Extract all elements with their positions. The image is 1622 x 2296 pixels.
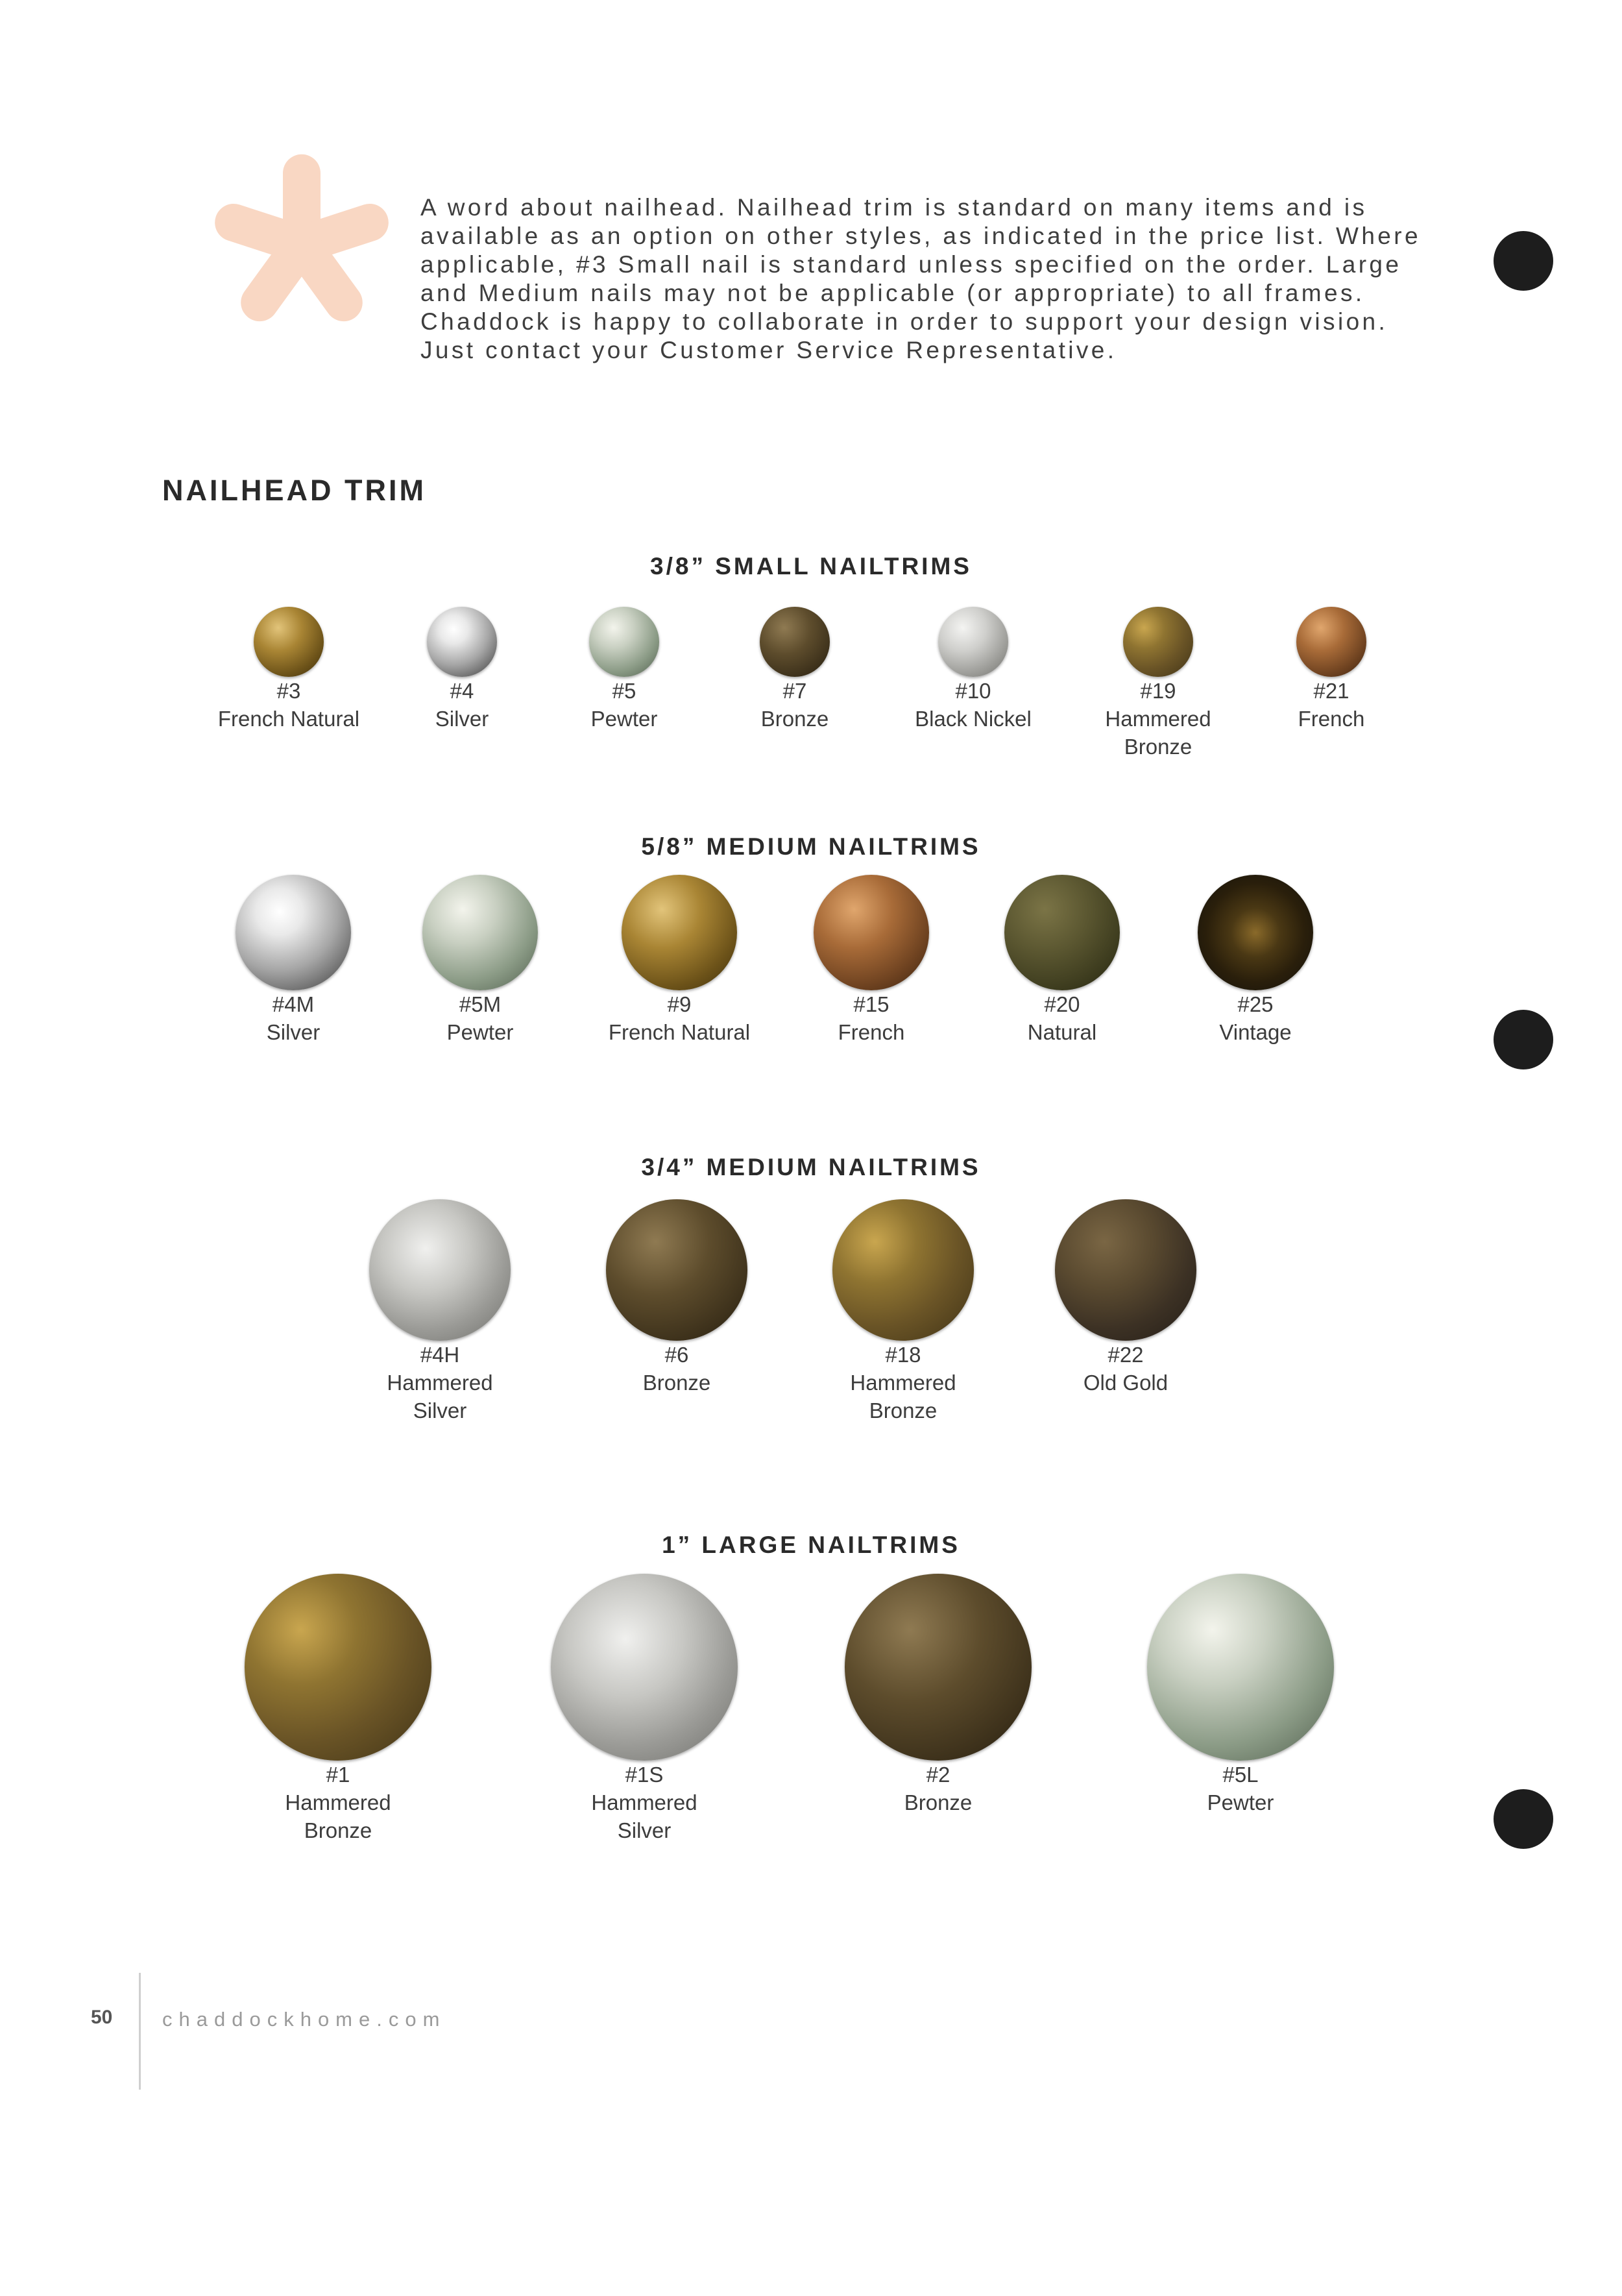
- nail-finish-name: Silver: [413, 1398, 467, 1423]
- intro-line: available as an option on other styles, as indicated in the price list. Where: [420, 223, 1421, 249]
- nail-swatch: [579, 1199, 774, 1397]
- nail-code: #1S: [625, 1763, 664, 1787]
- nail-code: #20: [1044, 992, 1080, 1016]
- nailhead-hammered-bronze-icon: [245, 1574, 431, 1761]
- nailhead-silver-icon: [427, 607, 497, 677]
- nail-swatch: [191, 607, 386, 733]
- nail-finish-name: Bronze: [304, 1818, 372, 1842]
- nail-swatch: [876, 607, 1071, 733]
- nailhead-hammered-silver-icon: [369, 1199, 511, 1341]
- nail-code: #1: [326, 1763, 350, 1787]
- nail-finish-name: Hammered: [591, 1790, 697, 1814]
- nail-finish-name: Silver: [617, 1818, 672, 1842]
- asterisk-icon: [208, 151, 396, 339]
- nail-code: #5M: [459, 992, 502, 1016]
- nailhead-pewter-icon: [1147, 1574, 1334, 1761]
- nail-swatch: [806, 1199, 1000, 1424]
- footer-divider: [139, 1973, 141, 2090]
- nailhead-french-natural-icon: [622, 875, 737, 990]
- nail-swatch: [383, 875, 577, 1046]
- intro-paragraph: [420, 193, 1452, 365]
- nailhead-french-natural-icon: [254, 607, 324, 677]
- nail-swatch: [582, 875, 777, 1046]
- nail-finish-name: Hammered: [850, 1371, 956, 1395]
- nailhead-natural-icon: [1004, 875, 1120, 990]
- nail-finish-name: Black Nickel: [915, 707, 1032, 731]
- nailhead-silver-icon: [236, 875, 351, 990]
- nailhead-bronze-icon: [760, 607, 830, 677]
- nail-code: #4: [450, 679, 474, 703]
- nail-code: #4H: [420, 1343, 460, 1367]
- intro-line: A word about nailhead. Nailhead trim is standard on many items and is: [420, 194, 1368, 221]
- nail-code: #18: [885, 1343, 921, 1367]
- nail-finish-name: Hammered: [285, 1790, 391, 1814]
- nail-code: #10: [955, 679, 991, 703]
- punch-hole: [1494, 1789, 1553, 1849]
- punch-hole: [1494, 1010, 1553, 1069]
- nail-code: #9: [667, 992, 692, 1016]
- nail-finish-name: French Natural: [608, 1020, 751, 1044]
- nail-swatch: [196, 875, 391, 1046]
- nail-code: #22: [1108, 1343, 1144, 1367]
- intro-line: Chaddock is happy to collaborate in order to support your design vision.: [420, 308, 1388, 335]
- nail-finish-name: Bronze: [904, 1790, 973, 1814]
- nail-finish-name: Bronze: [869, 1398, 938, 1423]
- nail-swatch: [547, 1574, 742, 1844]
- nail-finish-name: Bronze: [642, 1371, 711, 1395]
- intro-line: and Medium nails may not be applicable (or appropriate) to all frames.: [420, 280, 1365, 306]
- nail-swatch: [1234, 607, 1429, 733]
- nail-finish-name: Bronze: [760, 707, 829, 731]
- nail-code: #15: [853, 992, 890, 1016]
- nail-swatch: [841, 1574, 1035, 1816]
- nail-finish-name: Hammered: [1105, 707, 1211, 731]
- section-title: 3/8” SMALL NAILTRIMS: [650, 553, 972, 580]
- page-title: NAILHEAD TRIM: [162, 474, 426, 507]
- nail-finish-name: French: [1298, 707, 1365, 731]
- nail-finish-name: French Natural: [217, 707, 360, 731]
- nail-swatch: [697, 607, 892, 733]
- section-title: 5/8” MEDIUM NAILTRIMS: [641, 833, 981, 860]
- nailhead-pewter-icon: [589, 607, 659, 677]
- nail-finish-name: Pewter: [446, 1020, 514, 1044]
- nailhead-french-icon: [814, 875, 929, 990]
- nailhead-hammered-bronze-icon: [1123, 607, 1193, 677]
- intro-line: applicable, #3 Small nail is standard unless specified on the order. Large: [420, 251, 1402, 278]
- nail-swatch: [1028, 1199, 1223, 1397]
- nail-finish-name: Bronze: [1124, 735, 1192, 759]
- nailhead-hammered-bronze-icon: [832, 1199, 974, 1341]
- page-number: 50: [91, 2007, 113, 2028]
- nail-swatch: [774, 875, 969, 1046]
- nailhead-hammered-silver-icon: [551, 1574, 738, 1761]
- nailhead-black-nickel-icon: [938, 607, 1008, 677]
- nail-finish-name: Hammered: [387, 1371, 493, 1395]
- nail-code: #3: [276, 679, 301, 703]
- nailhead-old-gold-icon: [1055, 1199, 1196, 1341]
- nail-swatch: [965, 875, 1159, 1046]
- nail-finish-name: French: [838, 1020, 905, 1044]
- nail-finish-name: Silver: [266, 1020, 321, 1044]
- nail-code: #2: [926, 1763, 950, 1787]
- nail-finish-name: Pewter: [1207, 1790, 1274, 1814]
- nail-finish-name: Natural: [1027, 1020, 1097, 1044]
- nail-code: #19: [1140, 679, 1176, 703]
- nail-swatch: [343, 1199, 537, 1424]
- nail-code: #4M: [272, 992, 315, 1016]
- nailhead-bronze-icon: [606, 1199, 747, 1341]
- nail-swatch: [527, 607, 721, 733]
- footer-website: chaddockhome.com: [162, 2008, 446, 2031]
- nailhead-bronze-icon: [845, 1574, 1032, 1761]
- nail-finish-name: Old Gold: [1083, 1371, 1168, 1395]
- nailhead-french-icon: [1296, 607, 1366, 677]
- intro-line: Just contact your Customer Service Representative.: [420, 337, 1117, 363]
- nail-swatch: [241, 1574, 435, 1844]
- punch-hole: [1494, 231, 1553, 291]
- nail-swatch: [1158, 875, 1353, 1046]
- nail-swatch: [1143, 1574, 1338, 1816]
- nail-swatch: [1061, 607, 1255, 761]
- nail-code: #6: [664, 1343, 689, 1367]
- nail-code: #25: [1237, 992, 1274, 1016]
- nail-code: #5L: [1222, 1763, 1259, 1787]
- nail-finish-name: Pewter: [590, 707, 658, 731]
- nail-finish-name: Vintage: [1219, 1020, 1292, 1044]
- nail-code: #5: [612, 679, 636, 703]
- nailhead-vintage-icon: [1198, 875, 1313, 990]
- nailhead-pewter-icon: [422, 875, 538, 990]
- section-title: 3/4” MEDIUM NAILTRIMS: [641, 1154, 981, 1180]
- section-title: 1” LARGE NAILTRIMS: [662, 1532, 960, 1558]
- nail-code: #21: [1313, 679, 1350, 703]
- nail-code: #7: [782, 679, 807, 703]
- nail-finish-name: Silver: [435, 707, 489, 731]
